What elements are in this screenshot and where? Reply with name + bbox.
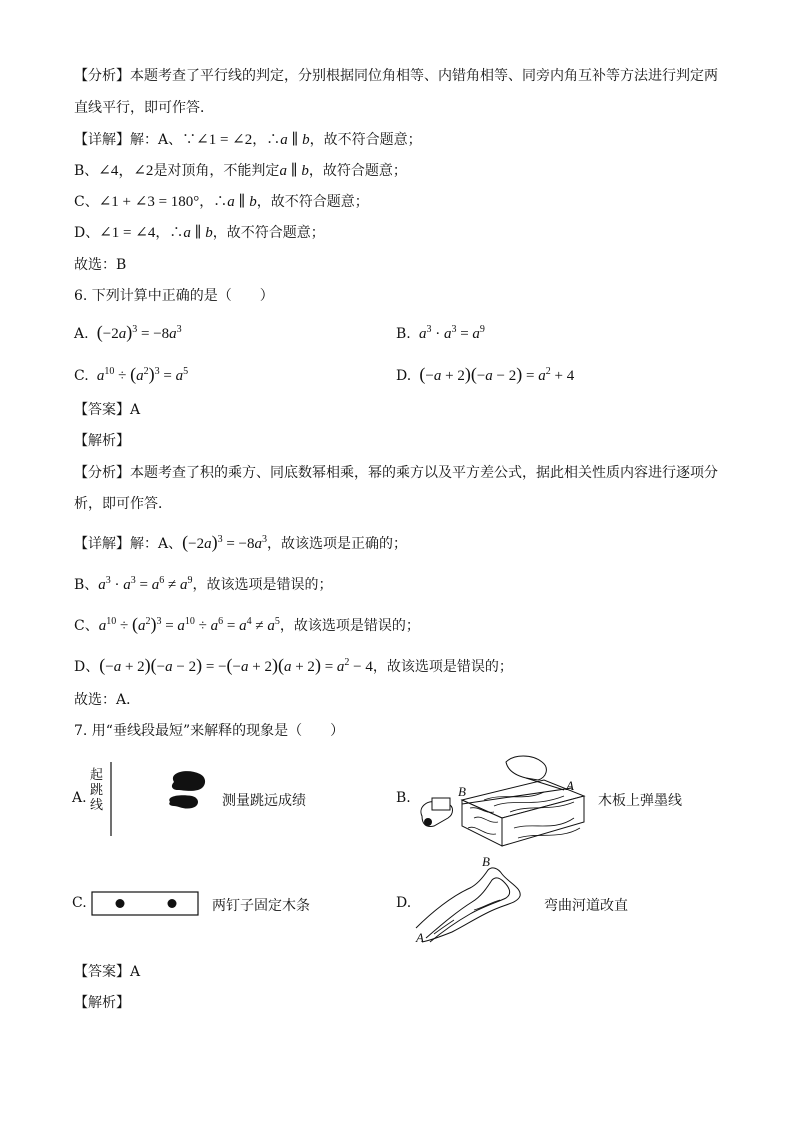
q7-option-a-label: A. xyxy=(72,790,87,806)
q7-option-a-caption: 测量跳远成绩 xyxy=(222,793,306,809)
solution-6-heading: 【解析】 xyxy=(74,433,130,449)
footprint-lower xyxy=(169,795,198,808)
q7-option-b-caption: 木板上弹墨线 xyxy=(598,793,682,809)
q6-option-c: C. $a^{10} \div (a^2)^3 = a^5$ xyxy=(74,364,189,384)
river-point-a-label: A xyxy=(416,930,424,945)
analysis-6-line-1: 【分析】本题考查了积的乘方、同底数幂相乘，幂的乘方以及平方差公式，据此相关性质内容进行逐项分 xyxy=(74,465,718,481)
q6-option-a: A. $(-2a)^3 = -8a^3$ xyxy=(74,322,182,342)
wooden-strip xyxy=(92,892,198,915)
river-point-b-label: B xyxy=(482,854,490,869)
hand-right-icon xyxy=(506,756,546,780)
q7-option-b-label: B. xyxy=(396,790,411,806)
q7-option-c-caption: 两钉子固定木条 xyxy=(212,898,310,914)
detail-6-a-math: $(-2a)^3 = -8a^3$ xyxy=(182,532,268,552)
detail-6-b: B、$a^3 \cdot a^3 = a^6 \ne a^9$，故该选项是错误的； xyxy=(74,575,333,593)
q7-option-c-label: C. xyxy=(72,895,87,911)
q6-option-c-math: $a^{10} \div (a^2)^3 = a^5$ xyxy=(96,364,189,384)
detail-line-a: 【详解】解：A、∵∠1 = ∠2，∴a ∥ b，故不符合题意； xyxy=(74,132,422,148)
analysis-line-1: 【分析】本题考查了平行线的判定，分别根据同位角相等、内错角相等、同旁内角互补等方法进行判定两 xyxy=(74,68,718,84)
q7-option-d-label: D. xyxy=(396,895,412,911)
ink-reel-knob xyxy=(424,818,432,826)
detail-6-d: D、$(-a + 2)(-a - 2) = -(-a + 2)(a + 2) = a^2 - 4$，故该选项是错误的； xyxy=(74,655,513,675)
answer-7: 【答案】A xyxy=(74,964,141,980)
question-6: 6. 下列计算中正确的是（ ） xyxy=(74,288,274,304)
choice-6: 故选：A． xyxy=(74,692,141,708)
q6-option-d: D. $(-a + 2)(-a - 2) = a^2 + 4$ xyxy=(396,364,575,384)
detail-6-b-math: $a^3 \cdot a^3 = a^6 \ne a^9$ xyxy=(98,575,193,593)
river-bank-inner xyxy=(426,878,510,942)
point-b-label: B xyxy=(458,784,466,799)
footprint-upper xyxy=(172,771,205,791)
analysis-line-2: 直线平行，即可作答． xyxy=(74,100,214,116)
q6-option-b-math: $a^3 \cdot a^3 = a^9$ xyxy=(418,324,485,342)
q6-option-a-math: $(-2a)^3 = -8a^3$ xyxy=(96,322,182,342)
q7-option-a-figure xyxy=(108,760,218,840)
detail-6-c: C、$a^{10} \div (a^2)^3 = a^{10} \div a^6 = a^4 \ne a^5$，故该选项是错误的； xyxy=(74,614,420,634)
q6-option-d-math: $(-a + 2)(-a - 2) = a^2 + 4$ xyxy=(419,364,575,384)
q7-option-b-figure xyxy=(414,752,594,852)
point-a-label: A xyxy=(566,778,574,793)
detail-line-c: C、∠1 + ∠3 = 180°，∴a ∥ b，故不符合题意； xyxy=(74,194,369,210)
q7-option-c-figure xyxy=(90,889,202,919)
q6-option-b: B. $a^3 \cdot a^3 = a^9$ xyxy=(396,324,485,342)
detail-6-c-math: $a^{10} \div (a^2)^3 = a^{10} \div a^6 = a^4 \ne a^5$ xyxy=(98,614,280,634)
ink-reel-icon xyxy=(432,798,450,810)
q7-a-takeoff-line-label: 起跳线 xyxy=(90,768,104,813)
detail-6-a: 【详解】解：A、$(-2a)^3 = -8a^3$，故该选项是正确的； xyxy=(74,532,408,552)
detail-6-d-math: $(-a + 2)(-a - 2) = -(-a + 2)(a + 2) = a^2 - 4$ xyxy=(99,655,373,675)
question-7: 7. 用“垂线段最短”来解释的现象是（ ） xyxy=(74,723,345,739)
answer-6: 【答案】A xyxy=(74,402,141,418)
choice-line: 故选：B xyxy=(74,257,127,273)
nail-right xyxy=(168,899,177,908)
nail-left xyxy=(116,899,125,908)
detail-line-d: D、∠1 = ∠4，∴a ∥ b，故不符合题意； xyxy=(74,225,325,241)
q7-option-d-caption: 弯曲河道改直 xyxy=(544,898,628,914)
solution-7-heading: 【解析】 xyxy=(74,995,130,1011)
detail-line-b: B、∠4，∠2是对顶角，不能判定a ∥ b，故符合题意； xyxy=(74,163,407,179)
analysis-6-line-2: 析，即可作答． xyxy=(74,496,172,512)
q7-option-d-figure xyxy=(412,852,532,948)
